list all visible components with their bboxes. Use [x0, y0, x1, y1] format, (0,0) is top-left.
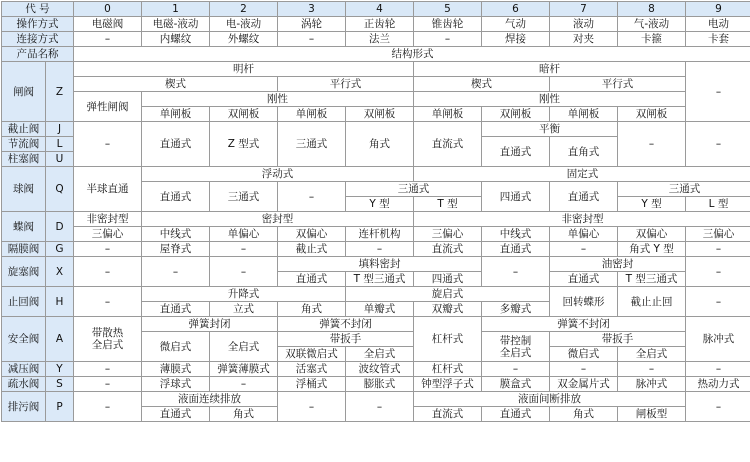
blowdown-gate-plate: 闸板型 [618, 407, 686, 422]
conn-4: 法兰 [346, 32, 414, 47]
plug-cell-0: – [74, 257, 142, 287]
plug-straight: 直通式 [278, 272, 346, 287]
blowdown-row-1 [2, 392, 750, 407]
butterfly-midline-2: 中线式 [482, 227, 550, 242]
conn-9: 卡套 [686, 32, 750, 47]
drive-0: 电磁阀 [74, 17, 142, 32]
butterfly-linkage: 连杆机构 [346, 227, 414, 242]
check-cell-0: – [74, 287, 142, 317]
trap-row [2, 377, 750, 392]
ball-three-way-b: 三通式 [346, 182, 482, 197]
globe-z-type: Z 型式 [210, 122, 278, 167]
plunger-name: 柱塞阀 [2, 152, 46, 167]
gate-name: 闸阀 [2, 62, 46, 122]
safety-radiator [74, 317, 142, 362]
globe-cell-0: – [74, 122, 142, 167]
gate-parallel-2: 平行式 [550, 77, 686, 92]
reducing-cell-8: – [618, 362, 686, 377]
safety-radiator-line-1: 带散热 [92, 327, 124, 339]
drive-1: 电磁-液动 [142, 17, 210, 32]
trap-capsule: 膜盒式 [482, 377, 550, 392]
gate-single-4: 单闸板 [550, 107, 618, 122]
drive-4: 正齿轮 [346, 17, 414, 32]
globe-three-way: 三通式 [278, 122, 346, 167]
conn-3: – [278, 32, 346, 47]
blowdown-angle: 角式 [210, 407, 278, 422]
product-name-label: 产品名称 [2, 47, 74, 62]
ball-fixed-straight: 直通式 [550, 182, 618, 212]
drive-6: 气动 [482, 17, 550, 32]
ball-straight: 直通式 [142, 182, 210, 212]
reducing-row [2, 362, 750, 377]
gate-double-2: 双闸板 [346, 107, 414, 122]
globe-straight: 直通式 [142, 122, 210, 167]
gate-wedge-2: 楔式 [414, 77, 550, 92]
safety-code: A [46, 317, 74, 362]
gate-wedge: 楔式 [74, 77, 278, 92]
safety-micro-lift: 微启式 [142, 332, 210, 362]
diaphragm-cell-7: – [550, 242, 618, 257]
safety-spring-open-1: 弹簧不封闭 [278, 317, 414, 332]
throttle-code: L [46, 137, 74, 152]
plug-cell-9: – [686, 257, 750, 287]
drive-3: 涡轮 [278, 17, 346, 32]
globe-balance-angle: 直角式 [550, 137, 618, 167]
blowdown-cell-3: – [278, 392, 346, 422]
connection-label: 连接方式 [2, 32, 74, 47]
gate-single-3: 单闸板 [414, 107, 482, 122]
diaphragm-ridge: 屋脊式 [142, 242, 210, 257]
code-label: 代 号 [2, 2, 74, 17]
blowdown-cell-4: – [346, 392, 414, 422]
gate-row-1 [2, 62, 750, 77]
safety-control-line-2: 全启式 [500, 347, 532, 359]
ball-fixed-three-way: 三通式 [618, 182, 750, 197]
gate-rising: 明杆 [74, 62, 414, 77]
check-cell-9: – [686, 287, 750, 317]
check-multi-disc: 多瓣式 [482, 302, 550, 317]
plug-row-1 [2, 257, 750, 272]
plunger-code: U [46, 152, 74, 167]
blowdown-angle-2: 角式 [550, 407, 618, 422]
blowdown-continuous: 液面连续排放 [142, 392, 278, 407]
ball-half: 半球直通 [74, 167, 142, 212]
butterfly-code: D [46, 212, 74, 242]
digit-7: 7 [550, 2, 618, 17]
check-angle: 角式 [278, 302, 346, 317]
globe-code: J [46, 122, 74, 137]
trap-thermodynamic: 热动力式 [686, 377, 750, 392]
check-double-disc: 双瓣式 [414, 302, 482, 317]
safety-pulse: 脉冲式 [686, 317, 750, 362]
code-row [2, 2, 750, 17]
reducing-cell-0: – [74, 362, 142, 377]
safety-control-line-1: 带控制 [500, 335, 532, 347]
plug-t-three: T 型三通式 [346, 272, 414, 287]
globe-straight-flow: 直流式 [414, 122, 482, 167]
globe-cell-9: – [686, 122, 750, 167]
diaphragm-straight-flow: 直流式 [414, 242, 482, 257]
product-header-row [2, 47, 750, 62]
gate-rigid: 刚性 [142, 92, 414, 107]
butterfly-single-offset: 单偏心 [210, 227, 278, 242]
plug-name: 旋塞阀 [2, 257, 46, 287]
butterfly-non-sealed: 非密封型 [74, 212, 142, 227]
butterfly-sealed: 密封型 [142, 212, 414, 227]
safety-with-lever: 带扳手 [278, 332, 414, 347]
gate-code: Z [46, 62, 74, 122]
digit-4: 4 [346, 2, 414, 17]
butterfly-double-offset: 双偏心 [278, 227, 346, 242]
globe-cell-8: – [618, 122, 686, 167]
reducing-bellows: 波纹管式 [346, 362, 414, 377]
digit-5: 5 [414, 2, 482, 17]
reducing-name: 减压阀 [2, 362, 46, 377]
valve-code-table-container [1, 1, 749, 460]
butterfly-single-offset-2: 单偏心 [550, 227, 618, 242]
diaphragm-cell-4: – [346, 242, 414, 257]
reducing-piston: 活塞式 [278, 362, 346, 377]
reducing-lever: 杠杆式 [414, 362, 482, 377]
ball-name: 球阀 [2, 167, 46, 212]
blowdown-straight-2: 直通式 [482, 407, 550, 422]
blowdown-code: P [46, 392, 74, 422]
trap-cell-0: – [74, 377, 142, 392]
gate-single-1: 单闸板 [142, 107, 210, 122]
digit-3: 3 [278, 2, 346, 17]
check-butterfly: 回转蝶形 [550, 287, 618, 317]
drive-8: 气-液动 [618, 17, 686, 32]
butterfly-name: 蝶阀 [2, 212, 46, 242]
conn-8: 卡箍 [618, 32, 686, 47]
conn-7: 对夹 [550, 32, 618, 47]
ball-floating: 浮动式 [142, 167, 414, 182]
butterfly-non-sealed-2: 非密封型 [414, 212, 750, 227]
globe-angle: 角式 [346, 122, 414, 167]
diaphragm-row [2, 242, 750, 257]
drive-9: 电动 [686, 17, 750, 32]
ball-fixed-y: Y 型 [618, 197, 686, 212]
trap-bell-float: 钟型浮子式 [414, 377, 482, 392]
plug-oil: 油密封 [550, 257, 686, 272]
globe-name: 截止阀 [2, 122, 46, 137]
butterfly-row-1 [2, 212, 750, 227]
gate-double-1: 双闸板 [210, 107, 278, 122]
globe-balance: 平衡 [482, 122, 618, 137]
drive-5: 锥齿轮 [414, 17, 482, 32]
safety-with-control [482, 332, 550, 362]
check-stop-check: 截止止回 [618, 287, 686, 317]
trap-pulse: 脉冲式 [618, 377, 686, 392]
safety-spring-open-2: 弹簧不封闭 [482, 317, 686, 332]
safety-radiator-line-2: 全启式 [92, 339, 124, 351]
safety-with-lever-2: 带扳手 [550, 332, 686, 347]
safety-name: 安全阀 [2, 317, 46, 362]
safety-double-micro: 双联微启式 [278, 347, 346, 362]
trap-name: 疏水阀 [2, 377, 46, 392]
diaphragm-code: G [46, 242, 74, 257]
check-vertical: 立式 [210, 302, 278, 317]
gate-double-3: 双闸板 [482, 107, 550, 122]
digit-1: 1 [142, 2, 210, 17]
ball-y-type: Y 型 [346, 197, 414, 212]
reducing-cell-7: – [550, 362, 618, 377]
blowdown-straight: 直通式 [142, 407, 210, 422]
plug-t-three-2: T 型三通式 [618, 272, 686, 287]
check-swing: 旋启式 [346, 287, 550, 302]
conn-6: 焊接 [482, 32, 550, 47]
check-code: H [46, 287, 74, 317]
blowdown-cell-9: – [686, 392, 750, 422]
check-straight: 直通式 [142, 302, 210, 317]
ball-row-1 [2, 167, 750, 182]
diaphragm-cell-9: – [686, 242, 750, 257]
drive-label: 操作方式 [2, 17, 74, 32]
connection-row [2, 32, 750, 47]
reducing-cell-9: – [686, 362, 750, 377]
trap-code: S [46, 377, 74, 392]
diaphragm-angle-y: 角式 Y 型 [618, 242, 686, 257]
butterfly-triple-offset-3: 三偏心 [686, 227, 750, 242]
conn-5: – [414, 32, 482, 47]
butterfly-triple-offset-2: 三偏心 [414, 227, 482, 242]
plug-code: X [46, 257, 74, 287]
blowdown-intermittent: 液面间断排放 [414, 392, 686, 407]
ball-four-way: 四通式 [482, 182, 550, 212]
safety-spring-closed: 弹簧封闭 [142, 317, 278, 332]
gate-cell-9: – [686, 62, 750, 122]
reducing-code: Y [46, 362, 74, 377]
plug-packing: 填料密封 [278, 257, 482, 272]
trap-cell-2: – [210, 377, 278, 392]
diaphragm-cell-2: – [210, 242, 278, 257]
gate-rigid-2: 刚性 [414, 92, 686, 107]
plug-straight-2: 直通式 [550, 272, 618, 287]
drive-row [2, 17, 750, 32]
safety-full-lift-3: 全启式 [618, 347, 686, 362]
plug-four-way: 四通式 [414, 272, 482, 287]
safety-full-lift: 全启式 [210, 332, 278, 362]
ball-t-type: T 型 [414, 197, 482, 212]
gate-row-3 [2, 92, 750, 107]
blowdown-straight-flow: 直流式 [414, 407, 482, 422]
trap-float-ball: 浮球式 [142, 377, 210, 392]
digit-8: 8 [618, 2, 686, 17]
ball-three-way-a: 三通式 [210, 182, 278, 212]
gate-double-4: 双闸板 [618, 107, 686, 122]
plug-cell-2: – [210, 257, 278, 287]
valve-code-table [1, 1, 750, 422]
ball-cell-3: – [278, 182, 346, 212]
blowdown-cell-0: – [74, 392, 142, 422]
check-lift: 升降式 [142, 287, 346, 302]
conn-1: 内螺纹 [142, 32, 210, 47]
check-row-1 [2, 287, 750, 302]
trap-bimetal: 双金属片式 [550, 377, 618, 392]
safety-lever-type: 杠杆式 [414, 317, 482, 362]
blowdown-name: 排污阀 [2, 392, 46, 422]
gate-elastic: 弹性闸阀 [74, 92, 142, 122]
globe-row-1 [2, 122, 750, 137]
reducing-thin-film: 薄膜式 [142, 362, 210, 377]
diaphragm-straight: 直通式 [482, 242, 550, 257]
plug-cell-1: – [142, 257, 210, 287]
butterfly-row-2 [2, 227, 750, 242]
digit-6: 6 [482, 2, 550, 17]
butterfly-double-offset-2: 双偏心 [618, 227, 686, 242]
butterfly-triple-offset: 三偏心 [74, 227, 142, 242]
conn-2: 外螺纹 [210, 32, 278, 47]
conn-0: – [74, 32, 142, 47]
butterfly-midline: 中线式 [142, 227, 210, 242]
check-name: 止回阀 [2, 287, 46, 317]
reducing-cell-6: – [482, 362, 550, 377]
ball-code: Q [46, 167, 74, 212]
diaphragm-cell-0: – [74, 242, 142, 257]
ball-fixed: 固定式 [414, 167, 750, 182]
drive-7: 液动 [550, 17, 618, 32]
gate-non-rising: 暗杆 [414, 62, 686, 77]
structure-label: 结构形式 [74, 47, 750, 62]
throttle-name: 节流阀 [2, 137, 46, 152]
diaphragm-name: 隔膜阀 [2, 242, 46, 257]
trap-expansion: 膨胀式 [346, 377, 414, 392]
ball-fixed-l: L 型 [686, 197, 750, 212]
digit-2: 2 [210, 2, 278, 17]
gate-row-2 [2, 77, 750, 92]
plug-cell-6: – [482, 257, 550, 287]
drive-2: 电-液动 [210, 17, 278, 32]
gate-single-2: 单闸板 [278, 107, 346, 122]
gate-parallel: 平行式 [278, 77, 414, 92]
diaphragm-stop: 截止式 [278, 242, 346, 257]
trap-bucket: 浮桶式 [278, 377, 346, 392]
safety-row-1 [2, 317, 750, 332]
check-single-disc: 单瓣式 [346, 302, 414, 317]
safety-full-lift-2: 全启式 [346, 347, 414, 362]
reducing-spring-film: 弹簧薄膜式 [210, 362, 278, 377]
digit-0: 0 [74, 2, 142, 17]
digit-9: 9 [686, 2, 750, 17]
globe-balance-straight: 直通式 [482, 137, 550, 167]
safety-micro-lift-2: 微启式 [550, 347, 618, 362]
